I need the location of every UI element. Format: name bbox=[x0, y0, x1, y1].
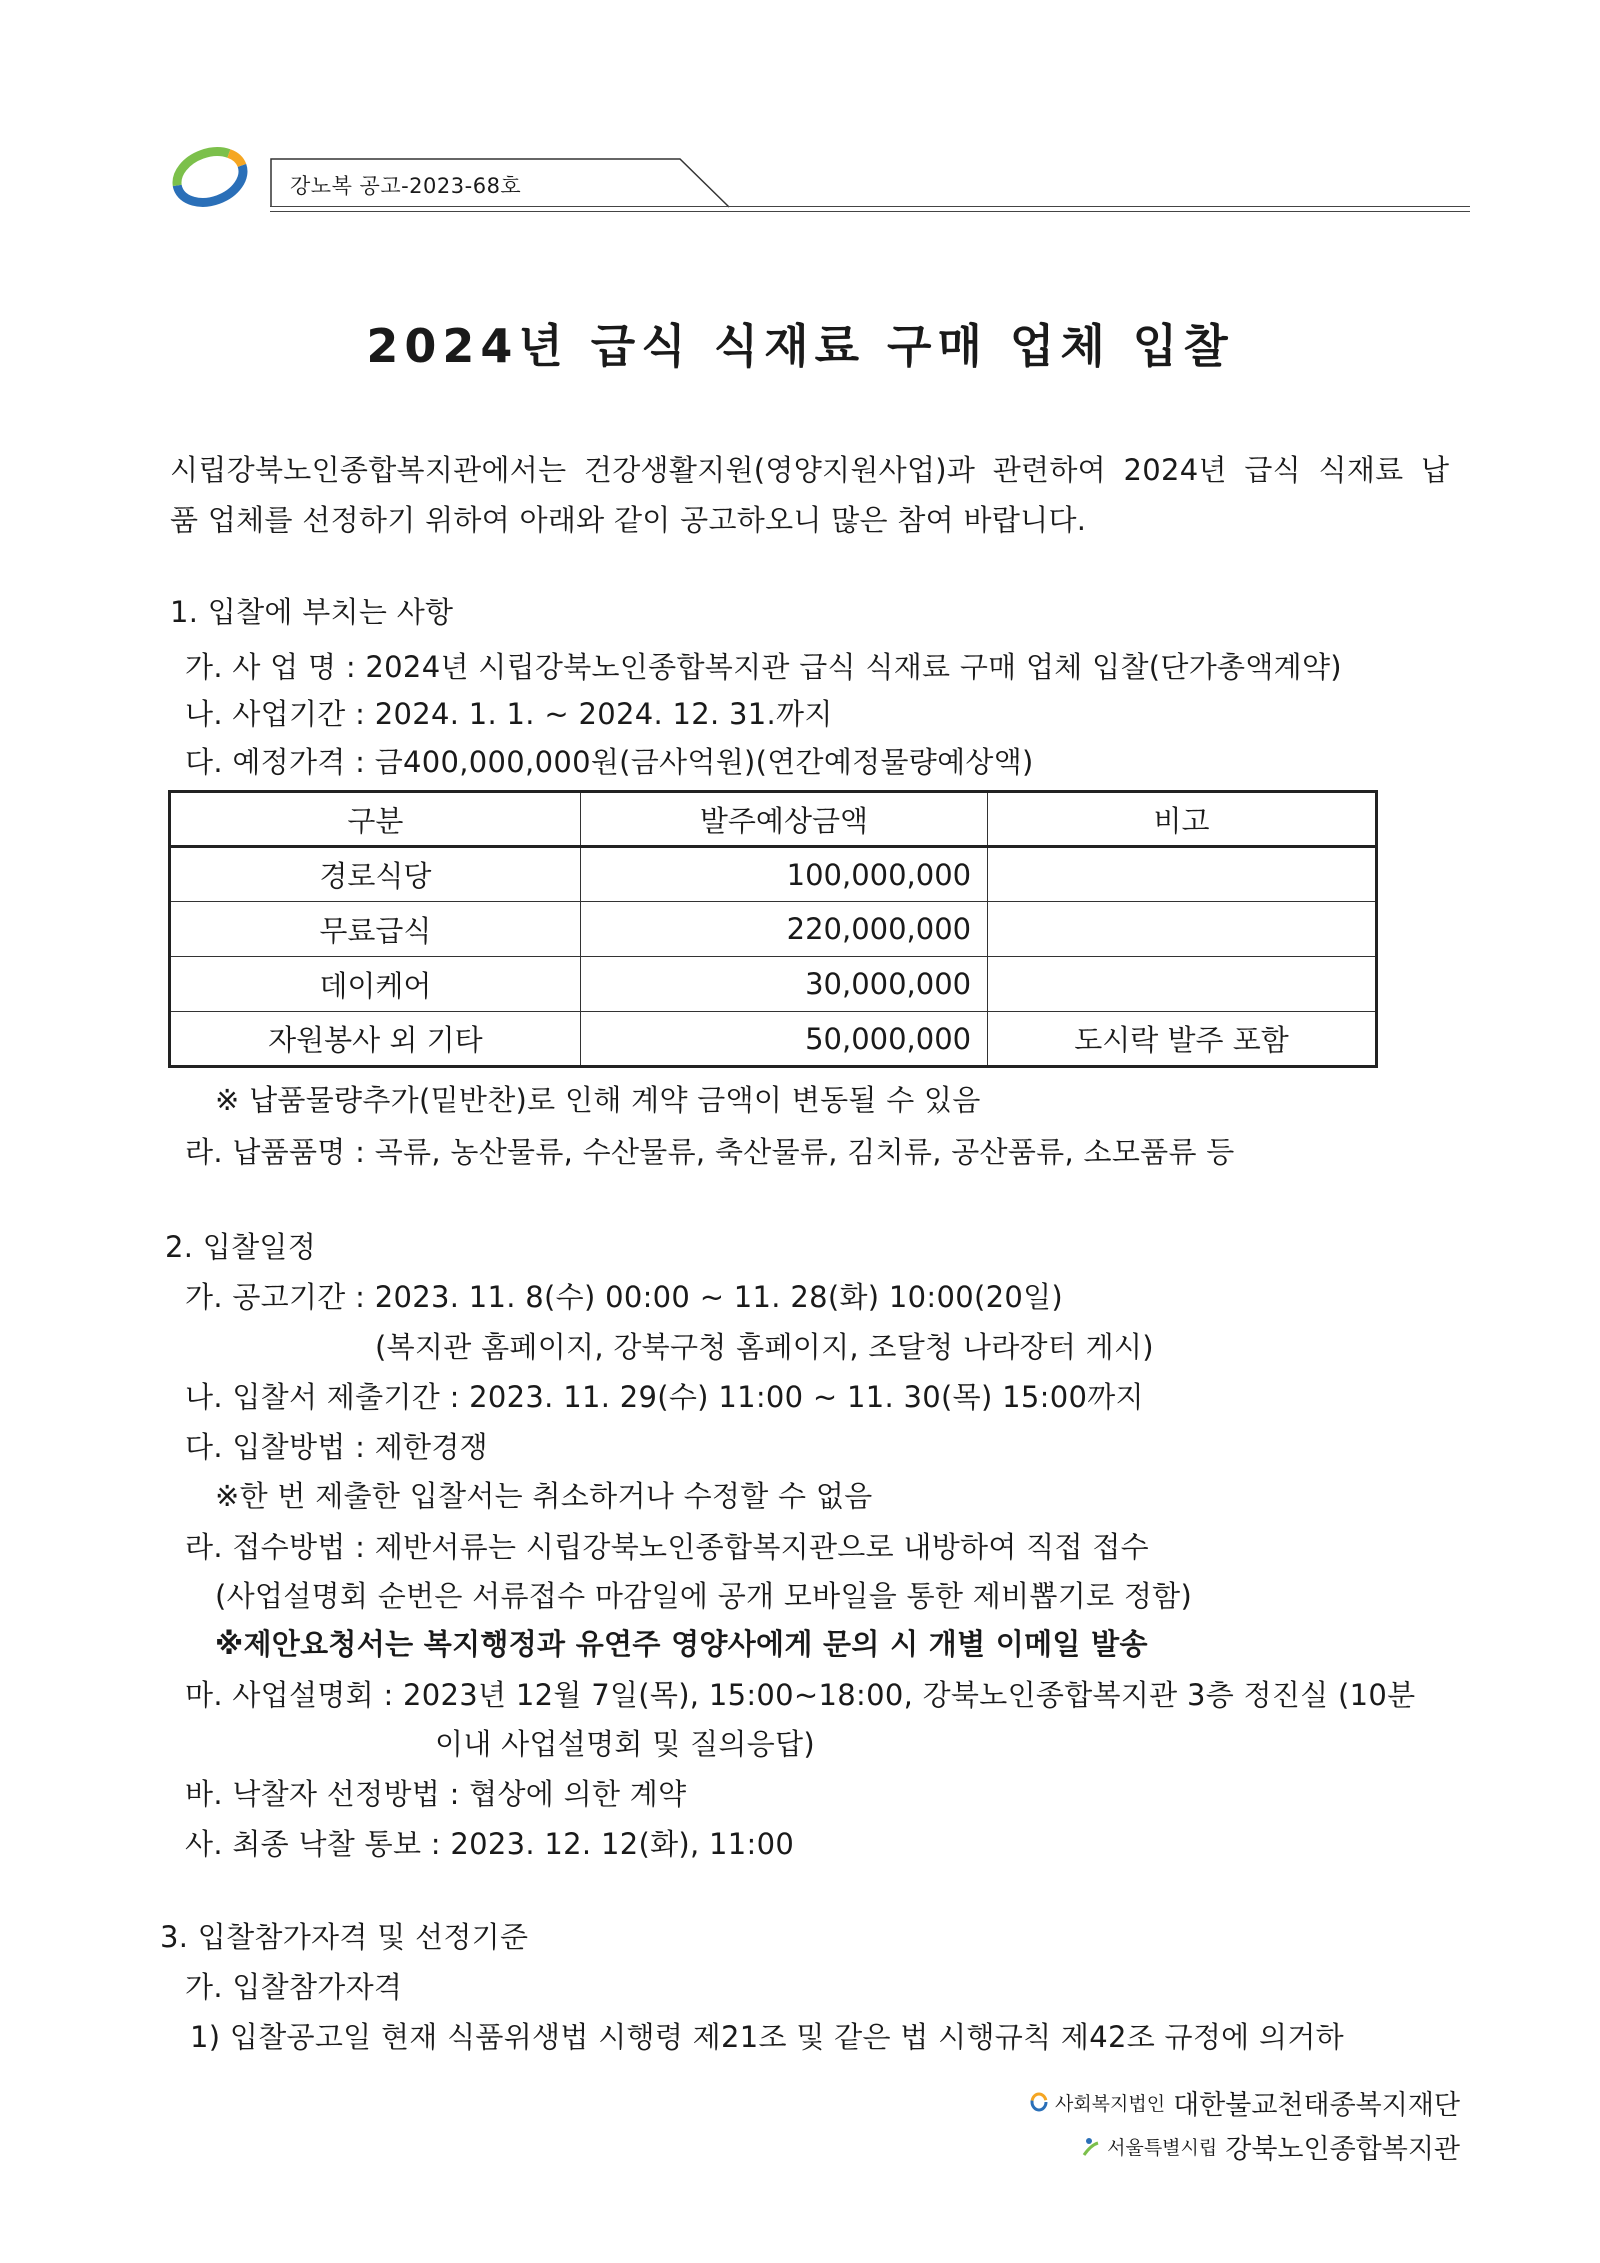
item-project-name: 가. 사 업 명 : 2024년 시립강북노인종합복지관 급식 식재료 구매 업체 입찰(단가총액계약) bbox=[185, 650, 1342, 684]
briefing-order-note: (사업설명회 순번은 서류접수 마감일에 공개 모바일을 통한 제비뽑기로 정함) bbox=[215, 1579, 1193, 1613]
table-cell-category: 자원봉사 외 기타 bbox=[170, 1012, 581, 1067]
seoul-logo-icon bbox=[1081, 2135, 1101, 2157]
item-business-briefing: 마. 사업설명회 : 2023년 12월 7일(목), 15:00~18:00, 강북노인종합복지관 3층 정진실 (10분 bbox=[185, 1678, 1416, 1712]
table-header-row bbox=[170, 792, 1377, 847]
price-table bbox=[168, 790, 1378, 1068]
item-estimated-price: 다. 예정가격 : 금400,000,000원(금사억원)(연간예정물량예상액) bbox=[185, 745, 1034, 779]
table-row bbox=[170, 957, 1377, 1012]
footer-org-name: 대한불교천태종복지재단 bbox=[1173, 2089, 1460, 2121]
table-cell-note bbox=[988, 902, 1377, 957]
table-cell-category: 데이케어 bbox=[170, 957, 581, 1012]
table-cell-amount: 30,000,000 bbox=[580, 957, 987, 1012]
footer-org-name: 강북노인종합복지관 bbox=[1225, 2133, 1460, 2165]
announcement-number: 강노복 공고-2023-68호 bbox=[290, 174, 522, 198]
table-row bbox=[170, 1012, 1377, 1067]
organization-logo-icon bbox=[170, 146, 250, 208]
footer-org-prefix: 서울특별시립 bbox=[1107, 2136, 1218, 2159]
item-bidding-method: 다. 입찰방법 : 제한경쟁 bbox=[185, 1430, 488, 1464]
header-divider bbox=[270, 206, 1470, 207]
eligibility-item: 1) 입찰공고일 현재 식품위생법 시행령 제21조 및 같은 법 시행규칙 제42조 규정에 의거하 bbox=[190, 2020, 1344, 2054]
header-divider bbox=[270, 211, 1470, 212]
intro-line: 품 업체를 선정하기 위하여 아래와 같이 공고하오니 많은 참여 바랍니다. bbox=[170, 503, 1087, 537]
item-eligibility: 가. 입찰참가자격 bbox=[185, 1970, 403, 2004]
price-change-note: ※ 납품물량추가(밑반찬)로 인해 계약 금액이 변동될 수 있음 bbox=[215, 1083, 981, 1117]
table-cell-amount: 100,000,000 bbox=[580, 847, 987, 902]
item-project-period: 나. 사업기간 : 2024. 1. 1. ~ 2024. 12. 31.까지 bbox=[185, 697, 833, 731]
intro-line: 시립강북노인종합복지관에서는 건강생활지원(영양지원사업)과 관련하여 2024년 급식 식재료 납 bbox=[170, 453, 1450, 487]
table-row bbox=[170, 902, 1377, 957]
foundation-logo-icon bbox=[1029, 2091, 1049, 2113]
table-row bbox=[170, 847, 1377, 902]
table-header: 비고 bbox=[988, 792, 1377, 847]
item-supply-items: 라. 납품품명 : 곡류, 농산물류, 수산물류, 축산물류, 김치류, 공산품류, 소모품류 등 bbox=[185, 1135, 1235, 1169]
table-cell-amount: 220,000,000 bbox=[580, 902, 987, 957]
briefing-detail: 이내 사업설명회 및 질의응답) bbox=[435, 1727, 815, 1761]
bid-withdrawal-note: ※한 번 제출한 입찰서는 취소하거나 수정할 수 없음 bbox=[215, 1479, 873, 1513]
item-winner-selection: 바. 낙찰자 선정방법 : 협상에 의한 계약 bbox=[185, 1777, 687, 1811]
table-cell-note bbox=[988, 847, 1377, 902]
document-header bbox=[170, 140, 1470, 220]
item-notice-period: 가. 공고기간 : 2023. 11. 8(수) 00:00 ~ 11. 28(화) 10:00(20일) bbox=[185, 1280, 1064, 1314]
section-heading: 2. 입찰일정 bbox=[165, 1230, 317, 1264]
table-header: 발주예상금액 bbox=[580, 792, 987, 847]
table-cell-category: 경로식당 bbox=[170, 847, 581, 902]
table-cell-amount: 50,000,000 bbox=[580, 1012, 987, 1067]
item-submission-period: 나. 입찰서 제출기간 : 2023. 11. 29(수) 11:00 ~ 11. 30(목) 15:00까지 bbox=[185, 1380, 1144, 1414]
proposal-request-note: ※제안요청서는 복지행정과 유연주 영양사에게 문의 시 개별 이메일 발송 bbox=[215, 1627, 1148, 1661]
table-cell-note: 도시락 발주 포함 bbox=[988, 1012, 1377, 1067]
document-title: 2024년 급식 식재료 구매 업체 입찰 bbox=[366, 319, 1234, 373]
footer-org-row bbox=[1029, 2124, 1460, 2168]
table-cell-category: 무료급식 bbox=[170, 902, 581, 957]
footer-org-prefix: 사회복지법인 bbox=[1054, 2092, 1166, 2115]
section-heading: 1. 입찰에 부치는 사항 bbox=[170, 595, 454, 629]
table-header: 구분 bbox=[170, 792, 581, 847]
notice-channels: (복지관 홈페이지, 강북구청 홈페이지, 조달청 나라장터 게시) bbox=[375, 1330, 1154, 1364]
footer-organizations bbox=[1029, 2080, 1460, 2168]
table-cell-note bbox=[988, 957, 1377, 1012]
item-receipt-method: 라. 접수방법 : 제반서류는 시립강북노인종합복지관으로 내방하여 직접 접수 bbox=[185, 1530, 1149, 1564]
item-final-notice: 사. 최종 낙찰 통보 : 2023. 12. 12(화), 11:00 bbox=[185, 1827, 795, 1861]
footer-org-row bbox=[1029, 2080, 1460, 2124]
section-heading: 3. 입찰참가자격 및 선정기준 bbox=[160, 1920, 529, 1954]
